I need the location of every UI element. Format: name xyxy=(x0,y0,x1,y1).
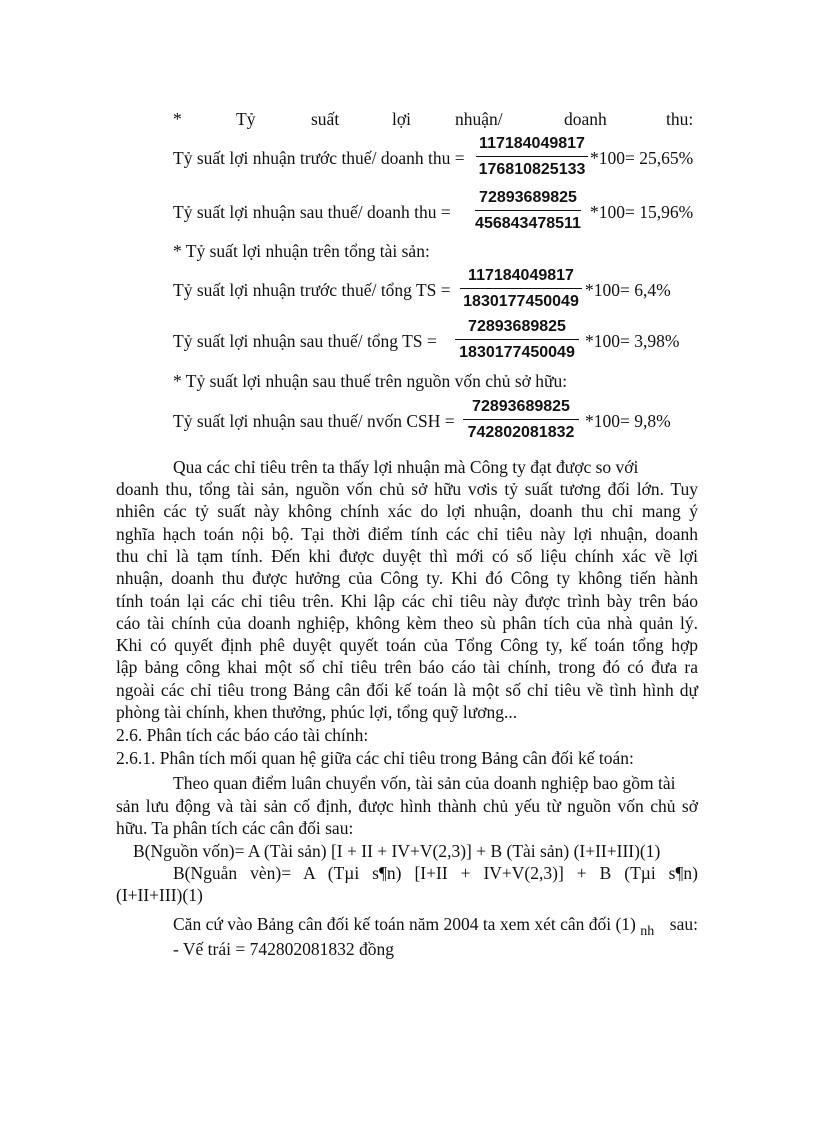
paragraph-line: hữu. Ta phân tích các cân đối sau: xyxy=(116,818,354,838)
paragraph-line: nhuận, doanh thu được hưởng của Công ty. Khi đó Công ty không tiến hành xyxy=(116,568,698,588)
formula-label: Tỷ suất lợi nhuận sau thuế/ doanh thu = xyxy=(173,202,451,222)
paragraph-line: nhiên các tỷ suất này không chính xác do lợi nhuận, doanh thu chỉ mang ý xyxy=(116,501,698,521)
paragraph-line: phòng tài chính, khen thưởng, phúc lợi, tổng quỹ lương... xyxy=(116,702,518,722)
fraction-denominator: 176810825133 xyxy=(478,161,586,178)
paragraph-line: Theo quan điểm luân chuyển vốn, tài sản của doanh nghiệp bao gồm tài xyxy=(173,773,676,793)
paragraph-line: sản lưu động và tài sản cố định, được hình thành chủ yếu từ nguồn vốn chủ sở xyxy=(116,796,698,816)
fraction-numerator: 117184049817 xyxy=(476,134,588,157)
subheading-total-assets: * Tỷ suất lợi nhuận trên tổng tài sản: xyxy=(173,241,430,261)
heading-word: suất xyxy=(311,109,340,129)
paragraph-line: lập bảng công khai một số chỉ tiêu trên báo cáo tài chính, trong đó có đưa ra xyxy=(116,657,698,677)
fraction-numerator: 72893689825 xyxy=(475,188,581,211)
formula-label: Tỷ suất lợi nhuận sau thuế/ nvốn CSH = xyxy=(173,411,455,431)
balance-intro-sub: nh xyxy=(640,924,655,939)
fraction-numerator: 72893689825 xyxy=(463,397,579,420)
balance-equation-legacy-font-cont: (I+II+III)(1) xyxy=(116,885,203,905)
balance-intro-text: Căn cứ vào Bảng cân đối kế toán năm 2004 ta xem xét cân đối (1) xyxy=(173,914,636,934)
fraction-denominator: 1830177450049 xyxy=(459,344,575,361)
formula-result: *100= 25,65% xyxy=(590,148,694,168)
formula-fraction xyxy=(463,397,579,442)
section-heading-2-6: 2.6. Phân tích các báo cáo tài chính: xyxy=(116,725,369,745)
paragraph-line: doanh thu, tổng tài sản, nguồn vốn chủ sở hữu vơis tỷ suất tương đối lớn. Tuy xyxy=(116,479,698,499)
formula-fraction xyxy=(455,317,579,362)
paragraph-line: tính toán lại các chỉ tiêu trên. Khi lập các chỉ tiêu này được trình bày trên báo xyxy=(116,591,698,611)
formula-result: *100= 9,8% xyxy=(585,411,671,431)
heading-word: Tỷ xyxy=(236,109,256,129)
subheading-equity: * Tỷ suất lợi nhuận sau thuế trên nguồn vốn chủ sở hữu: xyxy=(173,371,568,391)
heading-word: doanh xyxy=(564,109,607,129)
balance-equation: B(Nguồn vốn)= A (Tài sản) [I + II + IV+V(2,3)] + B (Tài sản) (I+II+III)(1) xyxy=(133,841,661,861)
heading-word: * xyxy=(173,109,182,129)
balance-equation-legacy-font: B(Nguån vèn)= A (Tµi s¶n) [I+II + IV+V(2,3)] + B (Tµi s¶n) xyxy=(173,863,698,883)
paragraph-line: Qua các chỉ tiêu trên ta thấy lợi nhuận mà Công ty đạt được so với xyxy=(173,457,639,477)
formula-label: Tỷ suất lợi nhuận sau thuế/ tổng TS = xyxy=(173,331,437,351)
formula-label: Tỷ suất lợi nhuận trước thuế/ tổng TS = xyxy=(173,280,451,300)
section-heading-2-6-1: 2.6.1. Phân tích mối quan hệ giữa các chỉ tiêu trong Bảng cân đối kế toán: xyxy=(116,748,634,768)
formula-label: Tỷ suất lợi nhuận trước thuế/ doanh thu = xyxy=(173,148,465,168)
formula-result: *100= 6,4% xyxy=(585,280,671,300)
heading-word: lợi xyxy=(392,109,411,129)
formula-fraction xyxy=(475,188,581,233)
paragraph-line: thu chỉ là tạm tính. Đến khi được duyệt thì mới có số liệu chính xác về lợi xyxy=(116,546,698,566)
paragraph-line: ngoài các chỉ tiêu trong Bảng cân đối kế toán là một số chỉ tiêu về tình hình dự xyxy=(116,680,698,700)
formula-result: *100= 15,96% xyxy=(590,202,694,222)
heading-word: thu: xyxy=(666,109,694,129)
paragraph-line: Khi có quyết định phê duyệt quyết toán của Tổng Công ty, kế toán tổng hợp xyxy=(116,635,698,655)
fraction-denominator: 1830177450049 xyxy=(463,293,579,310)
ratio-heading xyxy=(173,108,698,130)
fraction-numerator: 72893689825 xyxy=(455,317,579,340)
balance-intro-end: sau: xyxy=(669,914,698,934)
heading-word: nhuận/ xyxy=(455,109,503,129)
formula-fraction xyxy=(476,134,588,179)
paragraph-line: cáo tài chính của doanh nghiệp, không kèm theo sù phân tích của nhà quản lý. xyxy=(116,613,698,633)
fraction-denominator: 742802081832 xyxy=(467,424,575,441)
left-side-value: - Vế trái = 742802081832 đồng xyxy=(173,939,394,959)
formula-result: *100= 3,98% xyxy=(585,331,680,351)
balance-intro xyxy=(173,913,698,938)
paragraph-line: nghĩa hạch toán nội bộ. Tại thời điểm tính các chỉ tiêu này lợi nhuận, doanh xyxy=(116,524,698,544)
formula-fraction xyxy=(460,266,582,311)
fraction-numerator: 117184049817 xyxy=(460,266,582,289)
fraction-denominator: 456843478511 xyxy=(475,215,581,232)
